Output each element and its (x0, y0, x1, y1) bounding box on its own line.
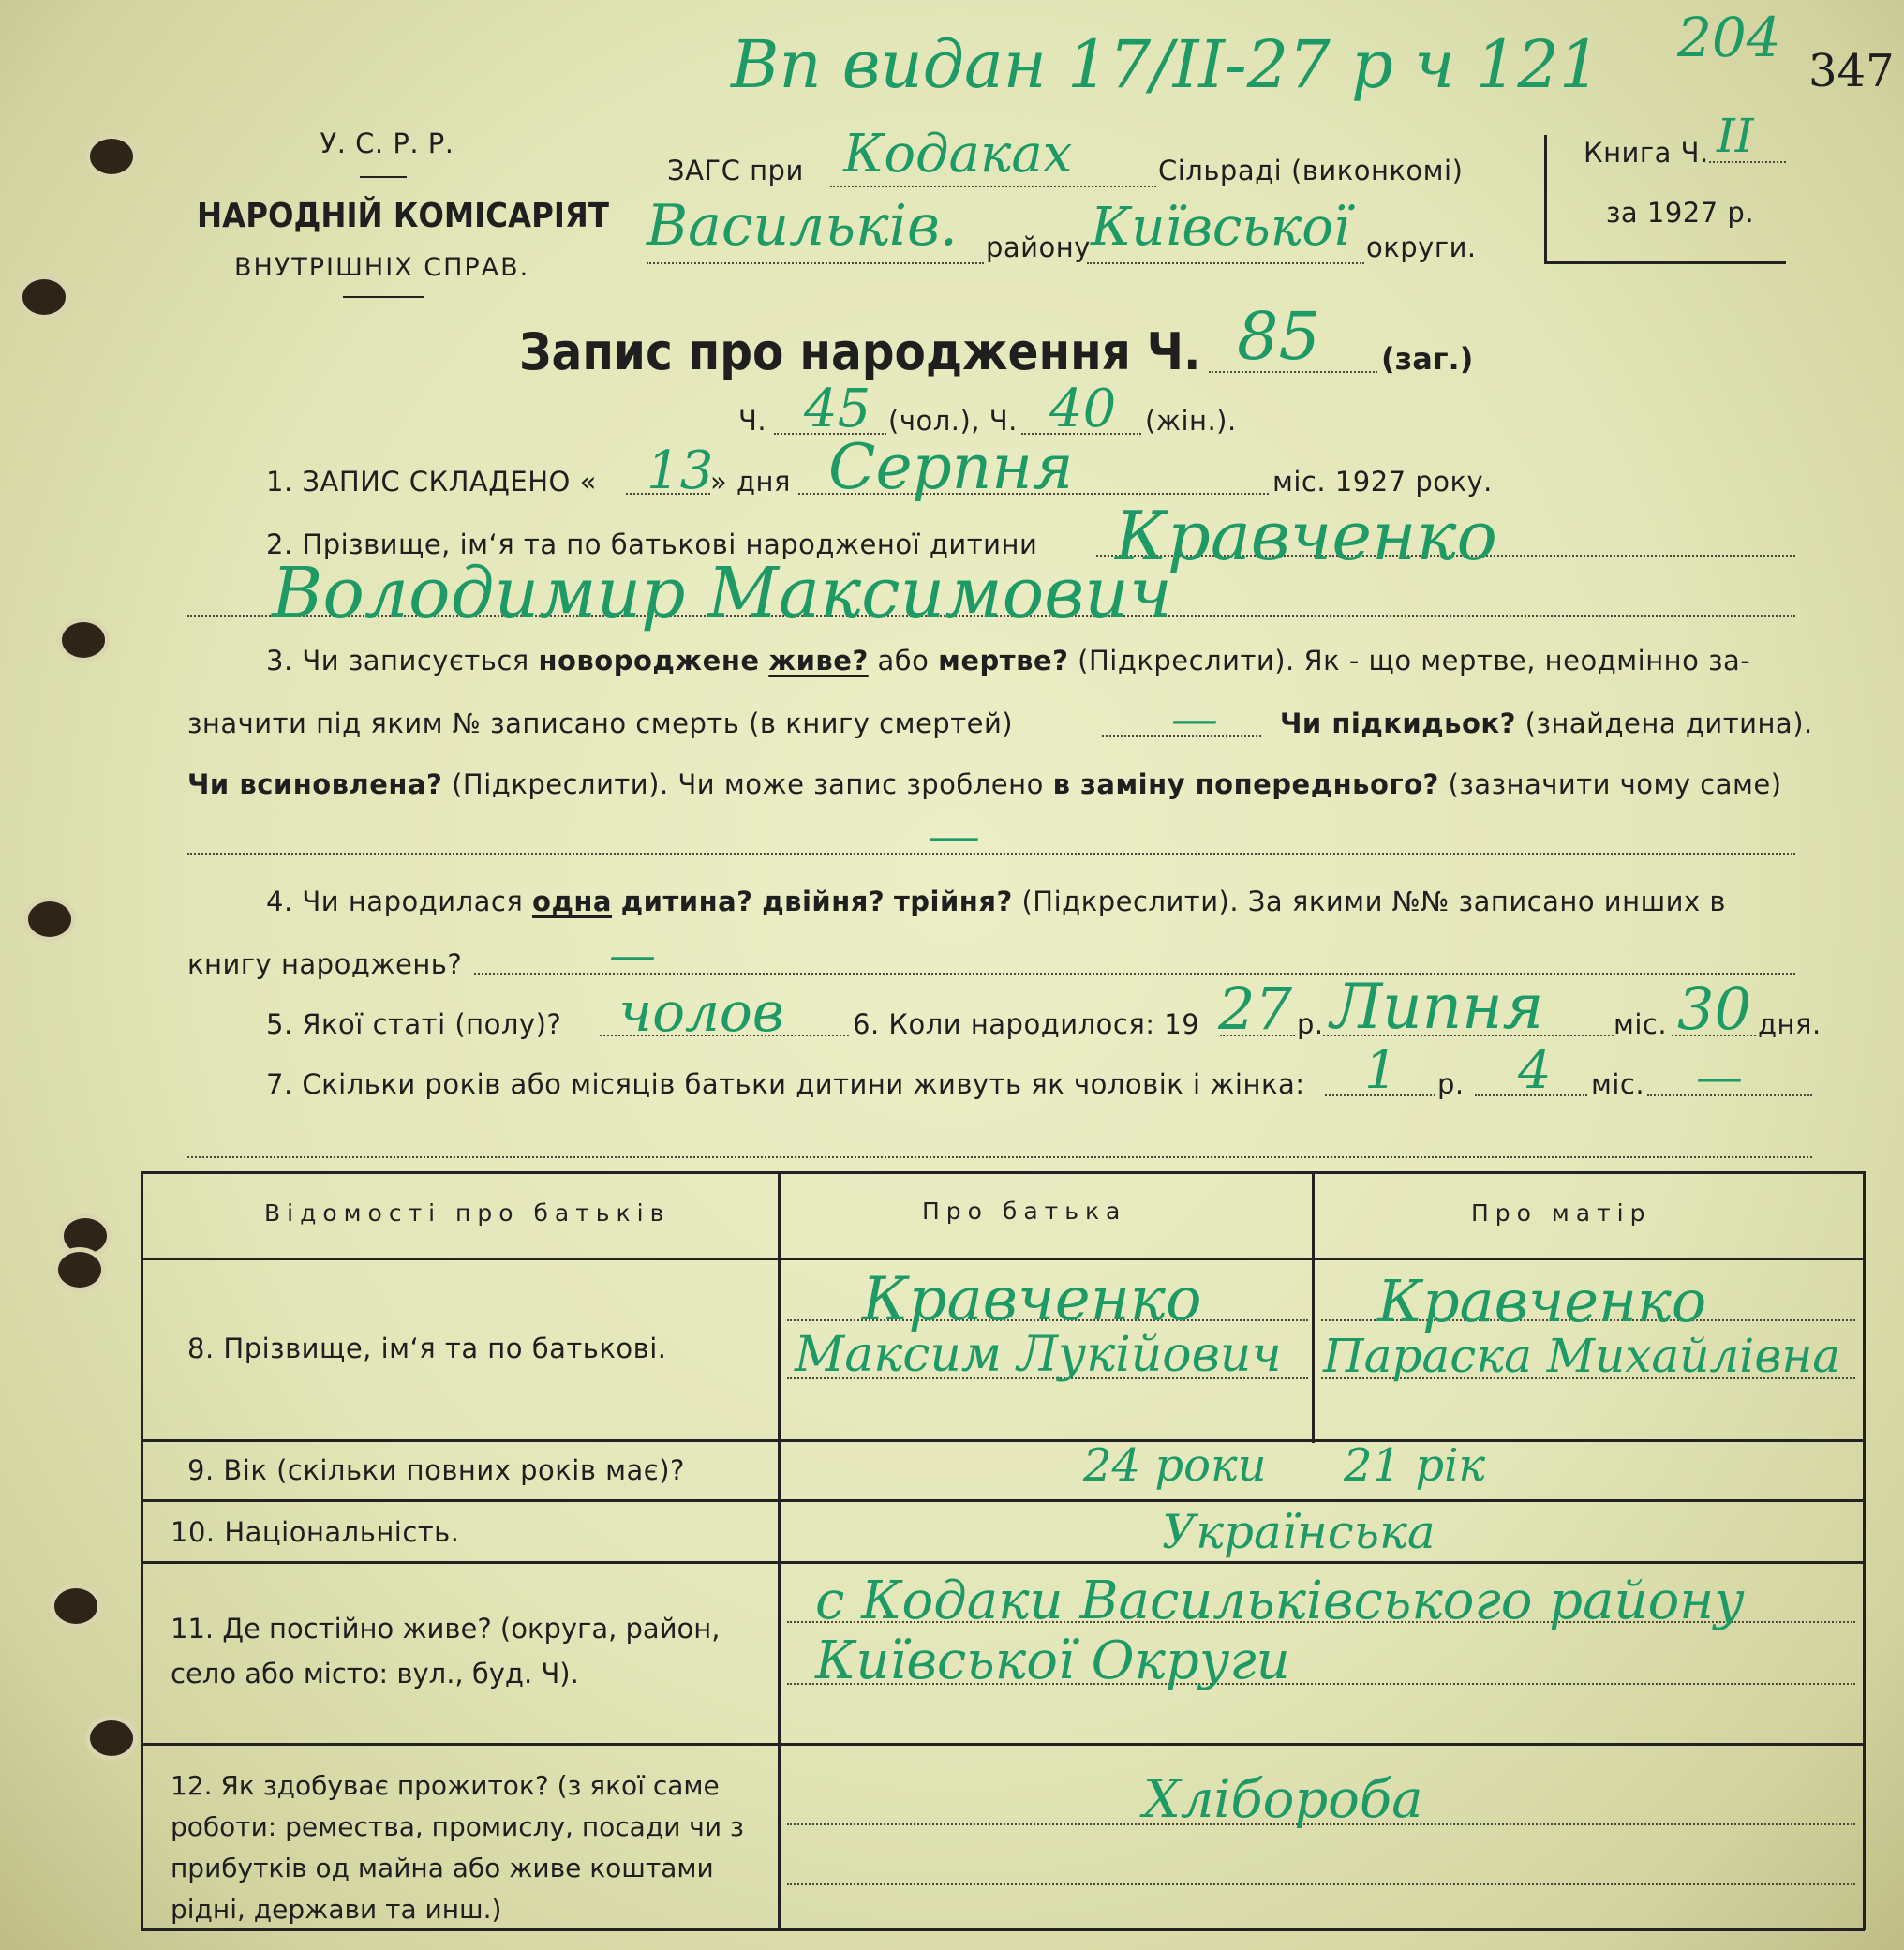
zags-prefix: ЗАГС при (667, 155, 804, 186)
ministry-sub-label: ВНУТРІШНІХ СПРАВ. (234, 253, 530, 282)
father-age: 24 роки (1083, 1439, 1267, 1492)
record-title: Запис про народження Ч. (519, 322, 1201, 381)
q6-r: р. (1297, 1008, 1324, 1040)
table-header-father: Про батька (922, 1198, 1127, 1225)
q7-mis: міс. (1591, 1068, 1645, 1100)
republic-label: У. С. Р. Р. (320, 127, 454, 159)
q4-line2: книгу народжень? (187, 948, 463, 980)
binder-hole (64, 1218, 107, 1254)
table-border (141, 1171, 1865, 1174)
table-row-line (141, 1439, 1865, 1442)
q4-line (474, 973, 1795, 975)
residence-line2: Київської Округи (815, 1630, 1290, 1691)
row10-label: 10. Національність. (171, 1516, 460, 1548)
book-box-border (1544, 261, 1786, 264)
marriage-years: 1 (1364, 1040, 1398, 1101)
row12-line (787, 1883, 1855, 1885)
zags-suffix: Сільраді (виконкомі) (1158, 155, 1464, 186)
record-number: 85 (1237, 298, 1321, 375)
table-row-line (141, 1743, 1865, 1746)
q7-r: р. (1437, 1068, 1465, 1100)
okrug-line (1087, 262, 1364, 264)
row9-label: 9. Вік (скільки повних років має)? (187, 1454, 685, 1486)
table-border (1863, 1171, 1866, 1930)
rayon-label: району (986, 231, 1091, 263)
q7-blank-line (187, 1156, 1812, 1158)
table-header-parents: Відомості про батьків (264, 1199, 671, 1227)
q3-line1: 3. Чи записується новороджене живе? або мертве? (Підкреслити). Як - що мертве, неодмінно за- (266, 645, 1751, 677)
book-value: ІІ (1717, 109, 1754, 163)
q1-month: Серпня (828, 431, 1074, 503)
q5-label: 5. Якої статі (полу)? (266, 1008, 562, 1040)
q3-death-dash: — (1171, 692, 1218, 746)
okrug-label: округи. (1366, 231, 1477, 263)
zags-value: Кодаках (843, 124, 1073, 185)
record-number-suffix: (заг.) (1381, 341, 1474, 377)
binder-hole (54, 1588, 97, 1624)
rayon-value: Васильків. (647, 193, 958, 259)
zags-line (830, 186, 1156, 187)
ministry-label: НАРОДНІЙ КОМІСАРІЯТ (197, 197, 609, 235)
year-label: за 1927 р. (1606, 197, 1755, 229)
male-number-label: (чол.), Ч. (888, 405, 1018, 437)
child-name: Володимир Максимович (272, 553, 1172, 633)
q1-mid: » дня (710, 466, 791, 498)
row12-label: 12. Як здобуває прожиток? (з якої саме роботи: ремества, промислу, посади чи з прибутків од майна або живе коштами рідні, держави та инш.) (171, 1770, 744, 1925)
father-surname: Кравченко (862, 1265, 1202, 1334)
table-row-line (141, 1258, 1865, 1260)
sex-value: чолов (618, 980, 784, 1044)
row11-label: 11. Де постійно живе? (округа, район, село або місто: вул., буд. Ч). (171, 1613, 721, 1690)
birth-month: Липня (1331, 971, 1544, 1043)
corner-number: 347 (1808, 45, 1895, 97)
okrug-value: Київської (1091, 197, 1350, 258)
q4-dash: — (609, 928, 656, 982)
table-header-mother: Про матір (1471, 1199, 1652, 1227)
occupation: Хлібороба (1143, 1769, 1423, 1830)
table-divider (1312, 1171, 1315, 1443)
q6-dnya: дня. (1758, 1008, 1822, 1040)
mother-name: Параска Михайлівна (1323, 1329, 1841, 1383)
birth-day: 30 (1677, 975, 1751, 1043)
father-name: Максим Лукійович (795, 1327, 1282, 1383)
table-border (141, 1171, 143, 1930)
q3-reason-line (187, 853, 1795, 855)
top-handwritten-note: Вп видан 17/ІІ-27 р ч 121 (731, 26, 1601, 103)
q1-tail: міс. 1927 року. (1272, 466, 1493, 498)
binder-hole (62, 622, 105, 658)
female-number-label: (жін.). (1145, 405, 1237, 437)
q6-mis: міс. (1614, 1008, 1668, 1040)
female-number: 40 (1049, 379, 1117, 439)
divider (343, 296, 424, 298)
book-label: Книга Ч. (1584, 137, 1709, 169)
table-row-line (141, 1499, 1865, 1502)
binder-hole (90, 1720, 133, 1756)
marriage-months: 4 (1518, 1040, 1552, 1101)
residence-line1: с Кодаки Васильківського району (815, 1570, 1745, 1631)
q4-line1: 4. Чи народилася одна дитина? двійня? трійня? (Підкреслити). За якими №№ записано инших в (266, 886, 1726, 917)
nationality: Українська (1162, 1505, 1435, 1559)
q3-line3: Чи всиновлена? (Підкреслити). Чи може запис зроблено в заміну попереднього? (зазначити чому саме) (187, 768, 1782, 800)
q3-reason-dash: — (928, 806, 980, 867)
row8-label: 8. Прізвище, ім‘я та по батькові. (187, 1332, 667, 1364)
male-number: 45 (804, 379, 871, 439)
table-row-line (141, 1561, 1865, 1564)
binder-hole (22, 279, 66, 315)
q7-label: 7. Скільки років або місяців батьки дитини живуть як чоловік і жінка: (266, 1068, 1305, 1100)
q3-line2-b: Чи підкидьок? (знайдена дитина). (1280, 707, 1813, 739)
q6-label: 6. Коли народилося: 19 (853, 1008, 1200, 1040)
binder-hole (90, 139, 133, 174)
binder-hole (28, 901, 71, 937)
child-surname: Кравченко (1115, 497, 1497, 575)
q2-label: 2. Прізвище, ім‘я та по батькові народженої дитини (266, 528, 1038, 560)
divider (360, 176, 407, 178)
q7-dash: — (1696, 1049, 1743, 1104)
rayon-line (647, 262, 984, 264)
birth-year: 27 (1218, 975, 1292, 1043)
mother-age: 21 рік (1344, 1439, 1486, 1492)
book-box-border (1544, 135, 1547, 262)
corner-number: 204 (1677, 6, 1781, 69)
mother-surname: Кравченко (1377, 1267, 1707, 1335)
binder-hole (58, 1252, 101, 1288)
q1-label: 1. ЗАПИС СКЛАДЕНО « (266, 466, 597, 498)
male-number-prefix: Ч. (738, 405, 767, 437)
q1-day: 13 (647, 440, 714, 501)
table-divider (778, 1171, 781, 1930)
q3-line2: значити під яким № записано смерть (в книгу смертей) (187, 707, 1014, 739)
